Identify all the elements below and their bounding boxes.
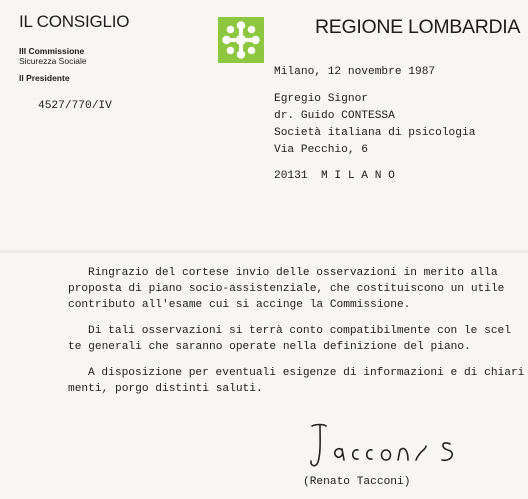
council-title: IL CONSIGLIO: [19, 12, 130, 31]
commission-name: III Commissione: [19, 46, 85, 56]
recipient-organization: Società italiana di psicologia: [274, 127, 476, 139]
body-line: proposta di piano socio-assistenziale, che costituiscono un utile: [68, 283, 505, 295]
body-line: te generali che saranno operate nella definizione del piano.: [68, 341, 471, 353]
handwritten-signature: [302, 416, 478, 474]
place-date: Milano, 12 novembre 1987: [274, 66, 436, 78]
body-line: A disposizione per eventuali esigenze di informazioni e di chiari: [88, 367, 525, 379]
recipient-name: dr. Guido CONTESSA: [274, 110, 395, 122]
recipient-city: 20131 M I L A N O: [274, 170, 395, 182]
body-line: Di tali osservazioni si terrà conto compatibilmente con le scel: [88, 325, 511, 337]
recipient-salutation: Egregio Signor: [274, 93, 368, 105]
commission-subtitle: Sicurezza Sociale: [19, 56, 87, 66]
president-title: Il Presidente: [19, 73, 70, 83]
body-line: Ringrazio del cortese invio delle osservazioni in merito alla: [88, 267, 498, 279]
body-line: menti, porgo distinti saluti.: [68, 383, 263, 395]
protocol-number: 4527/770/IV: [38, 100, 112, 112]
body-line: contributo all'esame cui si accinge la Commissione.: [68, 299, 411, 311]
rosa-camuna-icon: [218, 17, 264, 63]
paper-fold: [0, 248, 528, 258]
recipient-street: Via Pecchio, 6: [274, 144, 368, 156]
signer-name: (Renato Tacconi): [303, 476, 411, 488]
region-title: REGIONE LOMBARDIA: [315, 16, 521, 38]
